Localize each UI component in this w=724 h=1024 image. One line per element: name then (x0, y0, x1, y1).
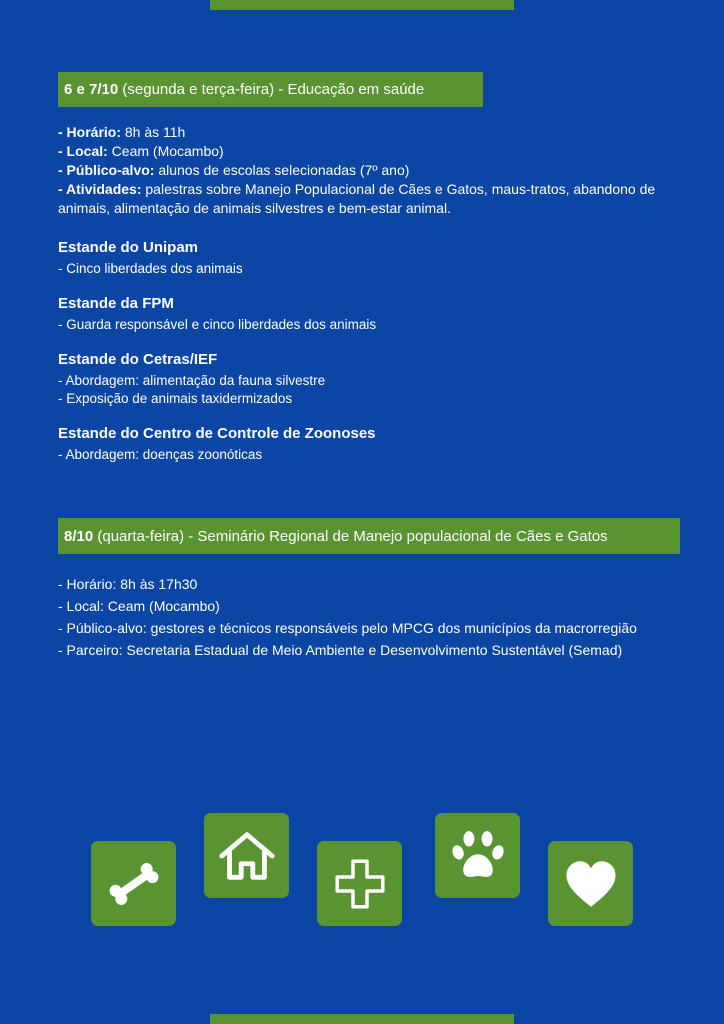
detail-value: 8h às 11h (121, 124, 186, 140)
detail-label: - Local: (58, 143, 108, 159)
detail-activities (58, 180, 678, 218)
detail-schedule (58, 123, 678, 142)
detail-value: Ceam (Mocambo) (107, 143, 224, 159)
section-header-seminar (58, 518, 680, 554)
detail-location (58, 142, 678, 161)
paw-icon (435, 813, 520, 898)
bone-icon (91, 841, 176, 926)
stand-line: - Abordagem: doenças zoonóticas (58, 447, 263, 462)
heart-icon (548, 841, 633, 926)
detail-label: - Público-alvo: (58, 162, 155, 178)
header-date: 8/10 (64, 527, 94, 545)
stand-unipam (58, 238, 678, 278)
header-date: 6 e 7/10 (64, 81, 119, 98)
stand-title: Estande do Unipam (58, 239, 199, 256)
section-header-health-education (58, 72, 483, 107)
seminar-details (58, 573, 678, 661)
house-icon (204, 813, 289, 898)
detail-value: palestras sobre Manejo Populacional de Cães e Gatos, maus-tratos, abandono de animais, alimentação de animais silvestres e bem-estar animal. (58, 181, 656, 216)
stand-line: - Guarda responsável e cinco liberdades dos animais (58, 317, 377, 332)
stand-title: Estande do Cetras/IEF (58, 351, 218, 368)
detail-label: - Atividades: (58, 181, 142, 197)
detail-schedule: - Horário: 8h às 17h30 (58, 576, 198, 592)
detail-audience: - Público-alvo: gestores e técnicos responsáveis pelo MPCG dos municípios da macrorregião (58, 620, 637, 636)
header-text: (quarta-feira) - Seminário Regional de Manejo populacional de Cães e Gatos (93, 527, 608, 545)
stand-title: Estande da FPM (58, 295, 174, 312)
plus-icon (317, 841, 402, 926)
top-accent-bar (210, 0, 514, 10)
stand-title: Estande do Centro de Controle de Zoonoses (58, 425, 376, 442)
stand-zoonoses-control (58, 424, 678, 464)
bottom-accent-bar (210, 1014, 514, 1024)
header-text: (segunda e terça-feira) - Educação em saúde (118, 81, 425, 98)
stand-line: - Abordagem: alimentação da fauna silvestre (58, 373, 326, 388)
detail-value: alunos de escolas selecionadas (7º ano) (154, 162, 410, 178)
detail-location: - Local: Ceam (Mocambo) (58, 598, 220, 614)
stand-line: - Exposição de animais taxidermizados (58, 391, 293, 406)
stand-cetras (58, 350, 678, 408)
detail-label: - Horário: (58, 124, 121, 140)
stand-line: - Cinco liberdades dos animais (58, 261, 243, 276)
detail-audience (58, 161, 678, 180)
stand-fpm (58, 294, 678, 334)
detail-partner: - Parceiro: Secretaria Estadual de Meio Ambiente e Desenvolvimento Sustentável (Semad) (58, 642, 623, 658)
health-education-details (58, 123, 678, 218)
